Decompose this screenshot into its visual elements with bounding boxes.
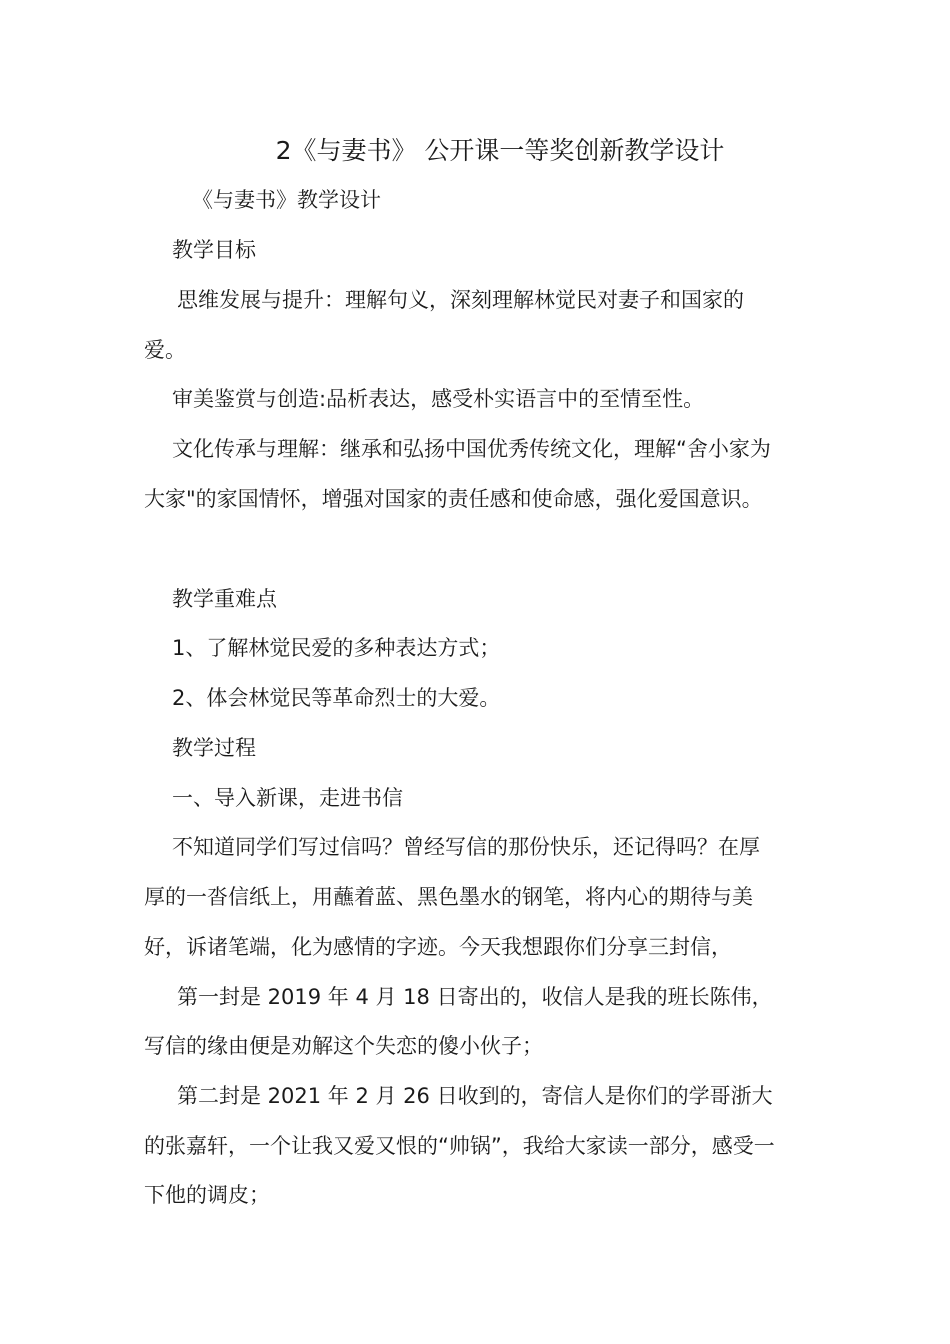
- goal-3-line-1: 文化传承与理解：继承和弘扬中国优秀传统文化，理解“舍小家为: [172, 437, 771, 461]
- intro-line-1: 不知道同学们写过信吗？曾经写信的那份快乐，还记得吗？在厚: [172, 835, 760, 859]
- goal-1-line-1: 思维发展与提升：理解句义，深刻理解林觉民对妻子和国家的: [177, 288, 744, 312]
- intro-line-2: 厚的一沓信纸上，用蘸着蓝、黑色墨水的钢笔，将内心的期待与美: [144, 885, 753, 909]
- goal-2: 审美鉴赏与创造:品析表达，感受朴实语言中的至情至性。: [172, 387, 705, 411]
- letter-2-line-3: 下他的调皮；: [144, 1183, 270, 1207]
- letter-2-line-2: 的张嘉轩，一个让我又爱又恨的“帅锅”，我给大家读一部分，感受一: [144, 1134, 775, 1158]
- intro-line-3: 好，诉诸笔端，化为感情的字迹。今天我想跟你们分享三封信，: [144, 935, 732, 959]
- section-heading-goals: 教学目标: [172, 238, 256, 262]
- document-title: 2《与妻书》 公开课一等奖创新教学设计: [275, 136, 725, 165]
- goal-1-line-2: 爱。: [144, 338, 186, 362]
- step-1-heading: 一、导入新课，走进书信: [172, 786, 403, 810]
- document-subtitle: 《与妻书》教学设计: [192, 188, 381, 212]
- key-point-2: 2、体会林觉民等革命烈士的大爱。: [172, 686, 501, 710]
- letter-2-line-1: 第二封是 2021 年 2 月 26 日收到的，寄信人是你们的学哥浙大: [177, 1084, 773, 1108]
- section-heading-key-points: 教学重难点: [172, 587, 277, 611]
- letter-1-line-1: 第一封是 2019 年 4 月 18 日寄出的，收信人是我的班长陈伟，: [177, 985, 773, 1009]
- key-point-1: 1、了解林觉民爱的多种表达方式；: [172, 636, 501, 660]
- section-heading-process: 教学过程: [172, 736, 256, 760]
- goal-3-line-2: 大家"的家国情怀，增强对国家的责任感和使命感，强化爱国意识。: [144, 487, 763, 511]
- letter-1-line-2: 写信的缘由便是劝解这个失恋的傻小伙子；: [144, 1034, 543, 1058]
